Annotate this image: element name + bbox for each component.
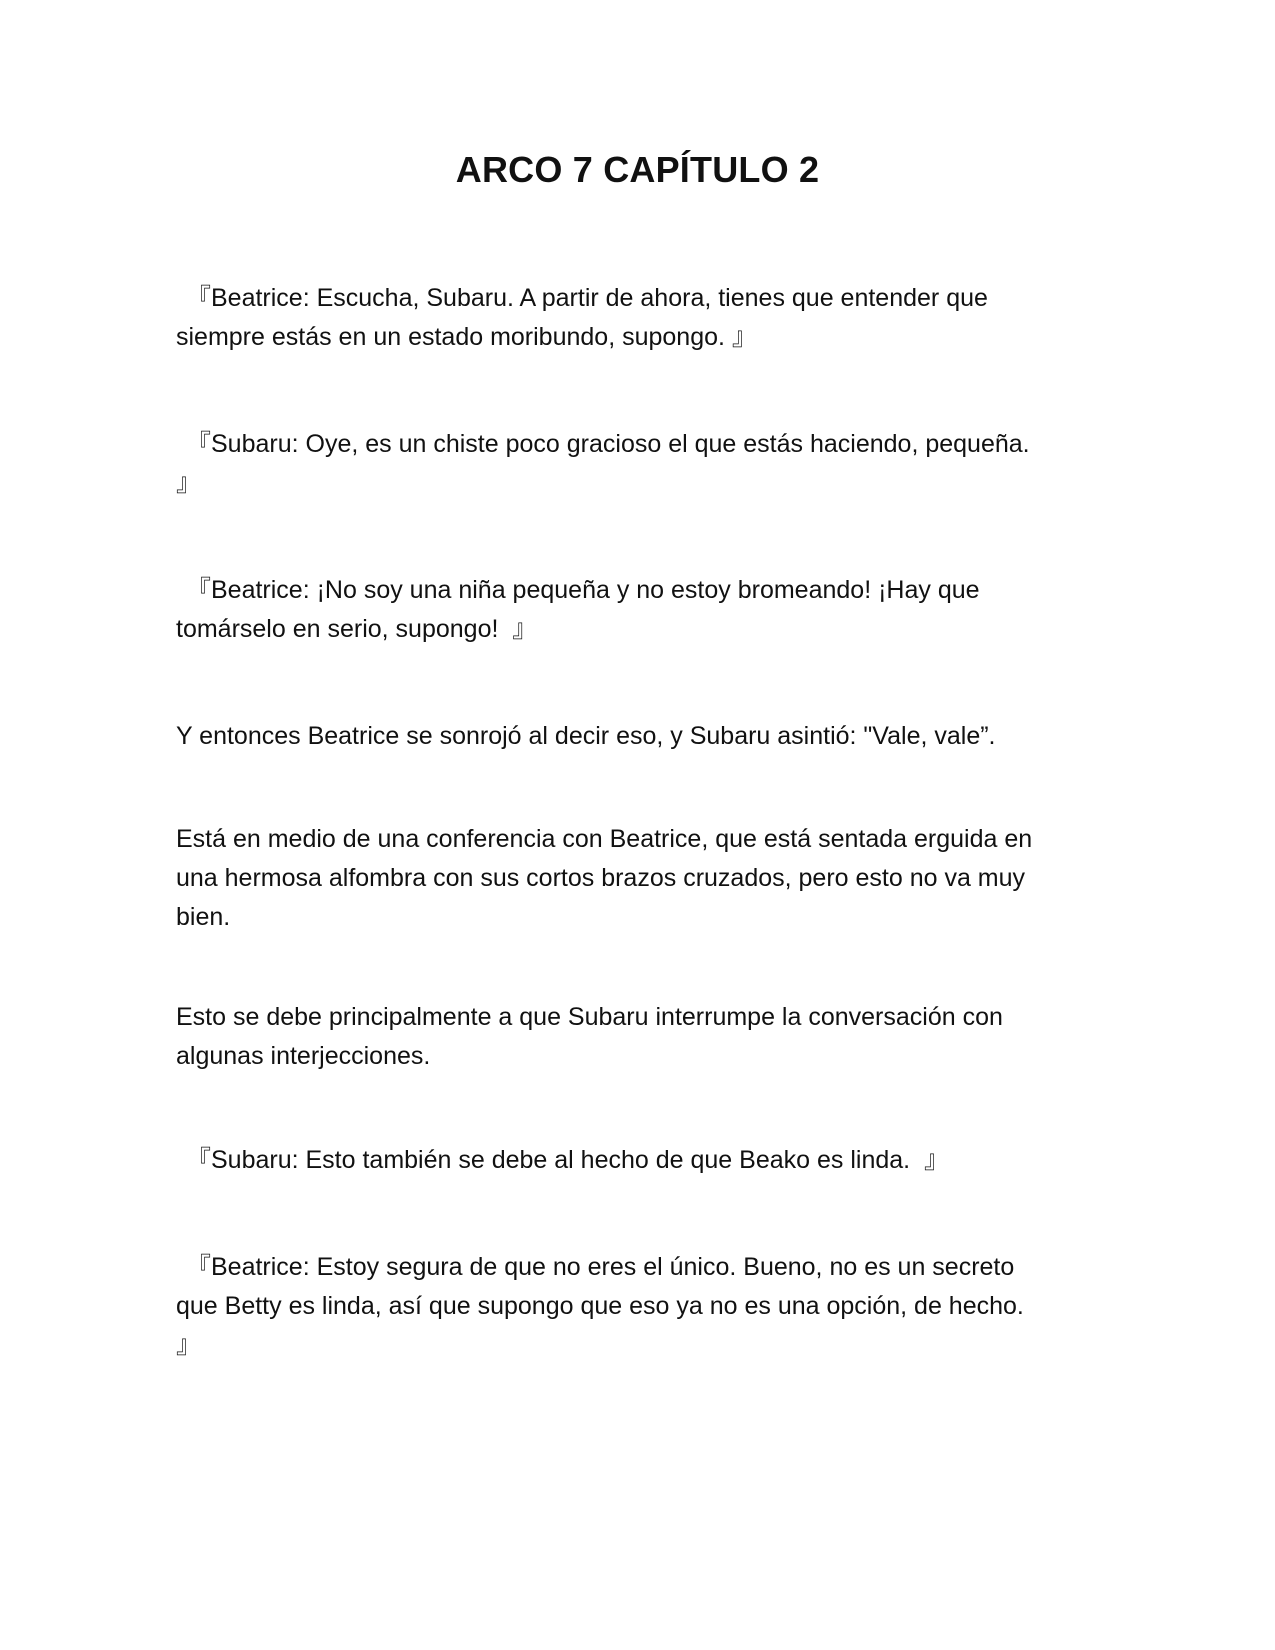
paragraph-line: una hermosa alfombra con sus cortos brazos cruzados, pero esto no va muy xyxy=(176,864,1026,892)
paragraph-line: 『Subaru: Esto también se debe al hecho de que Beako es linda. 』 xyxy=(186,1146,949,1174)
paragraph-subaru-1 xyxy=(176,425,1096,503)
chapter-title: ARCO 7 CAPÍTULO 2 xyxy=(455,149,820,190)
paragraph-line: 『Subaru: Oye, es un chiste poco gracioso el que estás haciendo, pequeña. xyxy=(186,430,1030,458)
paragraph-narration-2 xyxy=(176,820,1096,937)
paragraph-subaru-2 xyxy=(176,1141,1096,1180)
paragraph-line: 『Beatrice: Estoy segura de que no eres el único. Bueno, no es un secreto xyxy=(186,1253,1015,1281)
paragraph-beatrice-3 xyxy=(176,1248,1096,1365)
paragraph-line: bien. xyxy=(176,903,231,931)
paragraph-beatrice-1 xyxy=(176,279,1096,357)
paragraph-narration-3 xyxy=(176,998,1096,1076)
paragraph-beatrice-2 xyxy=(176,571,1096,649)
paragraph-line: Y entonces Beatrice se sonrojó al decir eso, y Subaru asintió: "Vale, vale”. xyxy=(176,722,996,750)
paragraph-line: algunas interjecciones. xyxy=(176,1042,431,1070)
paragraph-line: siempre estás en un estado moribundo, supongo. 』 xyxy=(176,323,757,351)
paragraph-line: 』 xyxy=(176,1331,202,1359)
paragraph-line: tomárselo en serio, supongo! 』 xyxy=(176,615,538,643)
paragraph-line: 』 xyxy=(176,469,202,497)
paragraph-line: Esto se debe principalmente a que Subaru interrumpe la conversación con xyxy=(176,1003,1003,1031)
paragraph-line: 『Beatrice: Escucha, Subaru. A partir de ahora, tienes que entender que xyxy=(186,284,988,312)
paragraph-line: 『Beatrice: ¡No soy una niña pequeña y no estoy bromeando! ¡Hay que xyxy=(186,576,980,604)
paragraph-line: que Betty es linda, así que supongo que eso ya no es una opción, de hecho. xyxy=(176,1292,1024,1320)
paragraph-line: Está en medio de una conferencia con Beatrice, que está sentada erguida en xyxy=(176,825,1033,853)
paragraph-narration-1 xyxy=(176,717,1096,756)
